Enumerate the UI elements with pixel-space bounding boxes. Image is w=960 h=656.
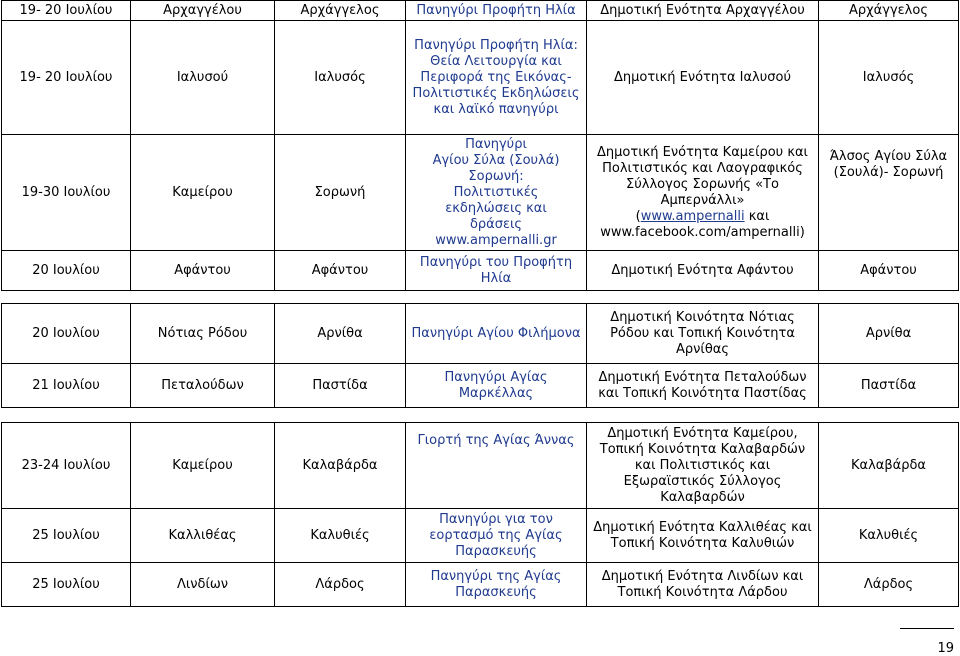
event-line: δράσεις (469, 216, 523, 232)
place-cell: Σορωνή (275, 135, 406, 251)
district-cell: Πεταλούδων (131, 364, 275, 408)
organizer-cell: Δημοτική Ενότητα Λινδίων και Τοπική Κοινότητα Λάρδου (587, 563, 819, 607)
table-row (2, 21, 959, 135)
district-cell: Αρχαγγέλου (131, 1, 275, 21)
date-cell: 25 Ιουλίου (2, 563, 131, 607)
facebook-line: www.facebook.com/ampernalli) (600, 224, 805, 240)
event-link[interactable]: www.ampernalli.gr (435, 232, 557, 248)
place-cell: Αρνίθα (275, 304, 406, 364)
event-cell: Πανηγύρι Προφήτη Ηλία (406, 1, 587, 21)
table-row (2, 423, 959, 509)
conjunction: και (744, 208, 770, 224)
district-cell: Καμείρου (131, 423, 275, 509)
event-cell: Πανηγύρι της Αγίας Παρασκευής (406, 563, 587, 607)
ampernalli-link[interactable]: www.ampernalli (640, 208, 745, 224)
place-cell: Ιαλυσός (275, 21, 406, 135)
place-cell: Λάρδος (275, 563, 406, 607)
district-cell: Ιαλυσού (131, 21, 275, 135)
location-cell: Ιαλυσός (819, 21, 959, 135)
event-line: Αγίου Σύλα (Σουλά) (432, 152, 560, 168)
organizer-cell (587, 135, 819, 251)
location-cell: Καλυθιές (819, 509, 959, 563)
date-cell: 20 Ιουλίου (2, 304, 131, 364)
place-cell: Αφάντου (275, 251, 406, 291)
date-cell: 21 Ιουλίου (2, 364, 131, 408)
place-cell: Καλυθιές (275, 509, 406, 563)
event-cell (406, 135, 587, 251)
event-line: Σορωνή: (468, 168, 524, 184)
organizer-line: Σύλλογος Σορωνής «Το (626, 176, 779, 192)
organizer-line: Αμπερνάλλι» (660, 192, 745, 208)
event-line: Πολιτιστικές (453, 184, 539, 200)
event-cell: Πανηγύρι Προφήτη Ηλία: Θεία Λειτουργία και Περιφορά της Εικόνας- Πολιτιστικές Εκδηλώσεις και λαϊκό πανηγύρι (406, 21, 587, 135)
organizer-cell: Δημοτική Ενότητα Καμείρου, Τοπική Κοινότητα Καλαβαρδών και Πολιτιστικός και Εξωραϊστικός Σύλλογος Καλαβαρδών (587, 423, 819, 509)
table-row (2, 1, 959, 21)
table-row (2, 251, 959, 291)
place-cell: Παστίδα (275, 364, 406, 408)
table-gap (2, 291, 959, 304)
organizer-cell: Δημοτική Ενότητα Αφάντου (587, 251, 819, 291)
organizer-cell: Δημοτική Κοινότητα Νότιας Ρόδου και Τοπική Κοινότητα Αρνίθας (587, 304, 819, 364)
location-cell: Αρχάγγελος (819, 1, 959, 21)
event-cell: Πανηγύρι του Προφήτη Ηλία (406, 251, 587, 291)
table-row (2, 563, 959, 607)
event-cell: Γιορτή της Αγίας Άννας (406, 423, 587, 509)
table-row (2, 509, 959, 563)
organizer-line (589, 209, 816, 225)
event-cell: Πανηγύρι Αγίας Μαρκέλλας (406, 364, 587, 408)
location-cell: Αρνίθα (819, 304, 959, 364)
table-row (2, 364, 959, 408)
event-cell: Πανηγύρι για τον εορτασμό της Αγίας Παρασκευής (406, 509, 587, 563)
table-row (2, 135, 959, 251)
date-cell: 25 Ιουλίου (2, 509, 131, 563)
organizer-cell: Δημοτική Ενότητα Ιαλυσού (587, 21, 819, 135)
organizer-cell: Δημοτική Ενότητα Αρχαγγέλου (587, 1, 819, 21)
organizer-cell: Δημοτική Ενότητα Πεταλούδων και Τοπική Κοινότητα Παστίδας (587, 364, 819, 408)
district-cell: Καλλιθέας (131, 509, 275, 563)
festival-table (1, 0, 959, 607)
date-cell: 23-24 Ιουλίου (2, 423, 131, 509)
date-cell: 19- 20 Ιουλίου (2, 21, 131, 135)
table-gap (2, 408, 959, 423)
paren-open: ( (635, 208, 641, 224)
organizer-cell: Δημοτική Ενότητα Καλλιθέας και Τοπική Κοινότητα Καλυθιών (587, 509, 819, 563)
district-cell: Καμείρου (131, 135, 275, 251)
event-line: Πανηγύρι (465, 136, 527, 152)
district-cell: Λινδίων (131, 563, 275, 607)
place-cell: Καλαβάρδα (275, 423, 406, 509)
district-cell: Νότιας Ρόδου (131, 304, 275, 364)
organizer-line: Δημοτική Ενότητα Καμείρου και (597, 144, 808, 160)
table-row (2, 304, 959, 364)
location-cell: Καλαβάρδα (819, 423, 959, 509)
location-cell: Αφάντου (819, 251, 959, 291)
page-number: 19 (900, 628, 954, 648)
date-cell: 19-30 Ιουλίου (2, 135, 131, 251)
date-cell: 19- 20 Ιουλίου (2, 1, 131, 21)
district-cell: Αφάντου (131, 251, 275, 291)
place-cell: Αρχάγγελος (275, 1, 406, 21)
location-cell: Λάρδος (819, 563, 959, 607)
organizer-line: Πολιτιστικός και Λαογραφικός (602, 160, 803, 176)
event-line: εκδηλώσεις και (445, 200, 547, 216)
location-cell: Άλσος Αγίου Σύλα (Σουλά)- Σορωνή (819, 135, 959, 251)
location-cell: Παστίδα (819, 364, 959, 408)
event-cell: Πανηγύρι Αγίου Φιλήμονα (406, 304, 587, 364)
date-cell: 20 Ιουλίου (2, 251, 131, 291)
